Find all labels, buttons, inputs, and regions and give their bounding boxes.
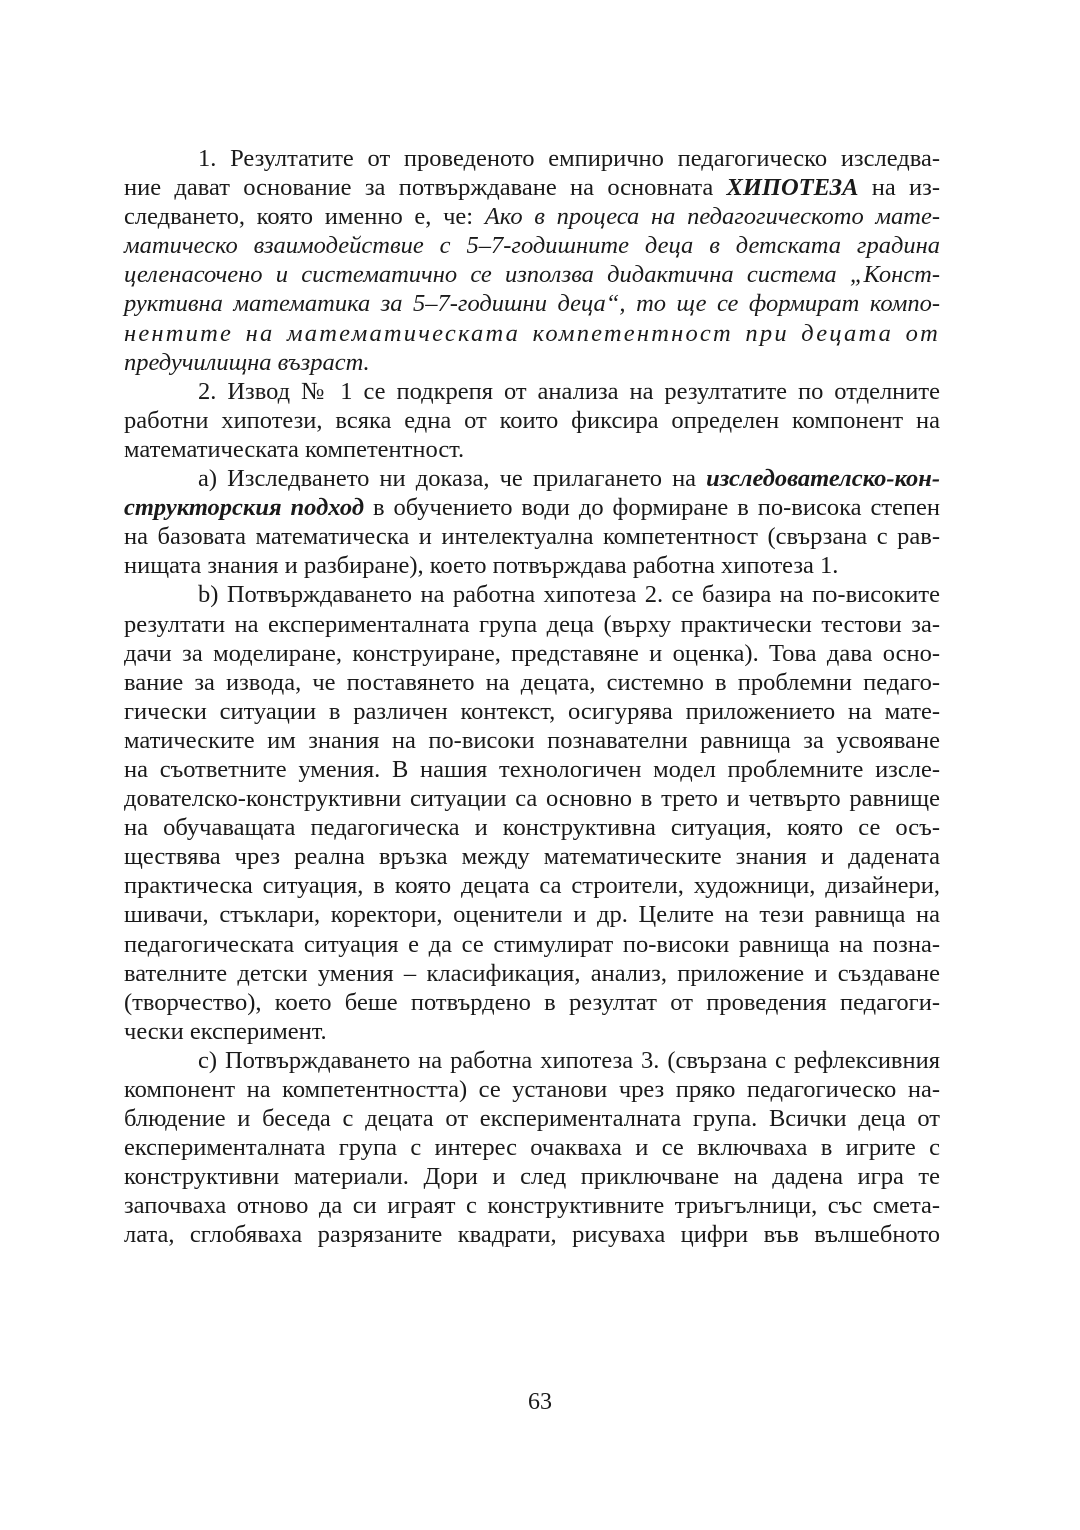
- text-segment: на базовата математическа и интелектуална компетентност (свързана с рав-: [124, 523, 940, 551]
- text-line: [124, 639, 940, 668]
- text-segment: педагогическата ситуация е да се стимулират по-високи равнища на позна-: [124, 930, 940, 958]
- text-segment: гически ситуации в различен контекст, осигурява приложението на мате-: [124, 697, 940, 725]
- text-segment: на из-: [858, 174, 941, 202]
- text-segment: на съответните умения. В нашия технологичен модел проблемните изсле-: [124, 755, 940, 783]
- text-segment: Ако в процеса на педагогическото мате-: [484, 203, 941, 231]
- text-line: [124, 1162, 940, 1191]
- text-line: [124, 173, 940, 202]
- text-segment: математическата компетентност.: [124, 435, 465, 463]
- paragraph: [124, 580, 940, 1046]
- text-line: [124, 231, 940, 260]
- text-segment: дователско-конструктивни ситуации са основно в трето и четвърто равнище: [124, 785, 940, 813]
- text-segment: b) Потвърждаването на работна хипотеза 2. се базира на по-високите: [198, 581, 940, 609]
- text-line: [124, 842, 940, 871]
- text-line: [124, 551, 940, 580]
- paragraph: [124, 377, 940, 464]
- text-line: [124, 871, 940, 900]
- text-line: [124, 289, 940, 318]
- text-segment: (творчество), което беше потвърдено в резултат от проведения педагоги-: [124, 988, 940, 1016]
- text-segment: изследователско-кон-: [706, 465, 940, 493]
- paragraph: [124, 144, 940, 377]
- text-segment: нищата знания и разбиране), което потвърждава работна хипотеза 1.: [124, 552, 839, 580]
- text-block: [124, 144, 940, 1250]
- text-line: [124, 377, 940, 406]
- text-line: [124, 1133, 940, 1162]
- text-line: [124, 697, 940, 726]
- text-segment: шивачи, стъклари, коректори, оценители и др. Целите на тези равнища на: [124, 901, 940, 929]
- text-segment: нентите на математическата компетентност при децата от: [124, 319, 940, 347]
- text-line: [124, 988, 940, 1017]
- text-line: [124, 959, 940, 988]
- text-segment: в обучението води до формиране в по-висока степен: [364, 494, 941, 522]
- text-segment: c) Потвърждаването на работна хипотеза 3. (свързана с рефлексивния: [198, 1046, 940, 1074]
- text-segment: работни хипотези, всяка една от които фиксира определен компонент на: [124, 406, 940, 434]
- page-body: [124, 144, 940, 1444]
- text-line: [124, 726, 940, 755]
- text-line: [124, 522, 940, 551]
- paragraph: [124, 464, 940, 580]
- text-line: [124, 260, 940, 289]
- text-line: [124, 406, 940, 435]
- text-segment: вателните детски умения – класификация, анализ, приложение и създаване: [124, 959, 940, 987]
- text-segment: компонент на компетентността) се установи чрез пряко педагогическо на-: [124, 1076, 940, 1103]
- text-line: [124, 784, 940, 813]
- text-segment: руктивна математика за 5–7-годишни деца“, то ще се формират компо-: [124, 290, 940, 318]
- text-segment: ние дават основание за потвърждаване на основната: [124, 174, 727, 202]
- text-line: [124, 1017, 940, 1046]
- text-line: [124, 610, 940, 639]
- text-line: [124, 900, 940, 929]
- text-line: [124, 813, 940, 842]
- text-segment: на обучаващата педагогическа и конструктивна ситуация, която се осъ-: [124, 814, 940, 842]
- text-segment: експерименталната група с интерес очакваха и се включваха в игрите с: [124, 1134, 940, 1162]
- text-line: [124, 668, 940, 697]
- text-segment: следването, която именно е, че:: [124, 203, 485, 231]
- text-line: [124, 1075, 940, 1104]
- text-segment: лата, сглобяваха разрязаните квадрати, рисуваха цифри във вълшебното: [124, 1221, 940, 1249]
- text-line: [124, 464, 940, 493]
- text-segment: матическите им знания на по-високи познавателни равнища за усвояване: [124, 726, 940, 754]
- text-line: [124, 435, 940, 464]
- paragraph: [124, 1046, 940, 1250]
- text-segment: конструктивни материали. Дори и след приключване на дадена игра те: [124, 1163, 940, 1191]
- text-segment: матическо взаимодействие с 5–7-годишните деца в детската градина: [124, 232, 940, 260]
- text-segment: целенасочено и систематично се използва дидактична система „Конст-: [124, 261, 940, 289]
- text-line: [124, 755, 940, 784]
- text-line: [124, 1046, 940, 1075]
- text-line: [124, 144, 940, 173]
- text-segment: a) Изследването ни доказа, че прилагането на: [198, 465, 707, 493]
- text-segment: започваха отново да си играят с конструктивните триъгълници, със смета-: [124, 1192, 940, 1220]
- text-line: [124, 1191, 940, 1220]
- text-line: [124, 202, 940, 231]
- text-segment: дачи за моделиране, конструиране, представяне и оценка). Това дава осно-: [124, 639, 940, 667]
- text-segment: предучилищна възраст.: [124, 348, 370, 376]
- text-segment: вание за извода, че поставянето на децата, системно в проблемни педаго-: [124, 668, 940, 696]
- text-segment: блюдение и беседа с децата от експерименталната група. Всички деца от: [124, 1105, 940, 1133]
- text-line: [124, 1220, 940, 1249]
- text-line: [124, 493, 940, 522]
- page-number: 63: [528, 1389, 552, 1415]
- text-segment: чески експеримент.: [124, 1017, 327, 1045]
- text-segment: структорския подход: [124, 494, 364, 522]
- text-line: [124, 348, 940, 377]
- text-line: [124, 319, 940, 348]
- text-segment: практическа ситуация, в която децата са строители, художници, дизайнери,: [124, 872, 940, 900]
- text-line: [124, 580, 940, 609]
- text-segment: 1. Резултатите от проведеното емпирично педагогическо изследва-: [198, 145, 940, 172]
- text-segment: ХИПОТЕЗА: [726, 174, 859, 202]
- text-segment: 2. Извод № 1 се подкрепя от анализа на резултатите по отделните: [198, 377, 940, 405]
- text-segment: ществява чрез реална връзка между математическите знания и дадената: [124, 843, 940, 871]
- text-line: [124, 1104, 940, 1133]
- text-segment: резултати на експерименталната група деца (върху практически тестови за-: [124, 610, 940, 638]
- text-line: [124, 930, 940, 959]
